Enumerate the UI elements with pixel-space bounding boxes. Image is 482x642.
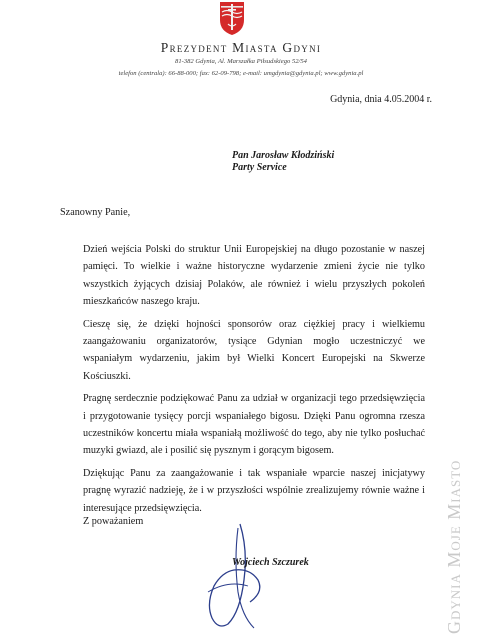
paragraph: Pragnę serdecznie podziękować Panu za udział w organizacji tego przedsięwzięcia i przygotowanie tysięcy porcji wspaniałego bigosu. Dzięki Panu ogromna rzesza uczestników koncertu miała wspaniałą możliwość do tego, aby nie tylko posłuchać muzyki gwiazd, ale i posilić się pysznym i gorącym bigosem.	[83, 393, 425, 457]
signer-name: Wojciech Szczurek	[232, 557, 309, 568]
letter-date: Gdynia, dnia 4.05.2004 r.	[330, 94, 432, 105]
recipient-company: Party Service	[232, 162, 287, 173]
letterhead-contact: telefon (centrala): 66-88-000; fax: 62-09-798; e-mail: umgdynia@gdynia.pl; www.gdynia.pl	[118, 70, 364, 77]
recipient-name: Pan Jarosław Kłodziński	[232, 150, 335, 161]
watermark-text: Gdynia Moje Miasto	[444, 459, 464, 634]
recipient-block	[232, 150, 334, 174]
watermark	[436, 394, 476, 634]
handwritten-signature	[188, 520, 283, 632]
paragraph: Cieszę się, że dzięki hojności sponsorów oraz ciężkiej pracy i wielkiemu zaangażowaniu organizatorów, tysiące Gdynian mogło uczestniczyć we wspaniałym wydarzeniu, jakim był Wielki Koncert Europejski na Skwerze Kościuszki.	[83, 318, 425, 382]
letterhead-address: 81-382 Gdynia, Al. Marszałka Piłsudskiego 52/54	[175, 58, 307, 65]
letter-body	[83, 241, 425, 522]
salutation: Szanowny Panie,	[60, 207, 131, 218]
paragraph: Dziękując Panu za zaangażowanie i tak wspaniałe wparcie naszej inicjatywy pragnę wyrazić nadzieję, że i w przyszłości wspólnie zrealizujemy równie ważne i interesujące przedsięwzięcia.	[83, 467, 425, 514]
letterhead-title: Prezydent Miasta Gdyni	[160, 40, 322, 55]
paragraph: Dzień wejścia Polski do struktur Unii Europejskiej na długo pozostanie w naszej pamięci. To wielkie i ważne historyczne wydarzenie zmieni życie nie tylko wszystkich żyjących dzisiaj Polaków, ale również i wielu przyszłych pokoleń mieszkańców naszego kraju.	[83, 244, 425, 308]
gdynia-coat-of-arms-icon	[218, 0, 246, 36]
closing-phrase: Z poważaniem	[83, 516, 144, 527]
